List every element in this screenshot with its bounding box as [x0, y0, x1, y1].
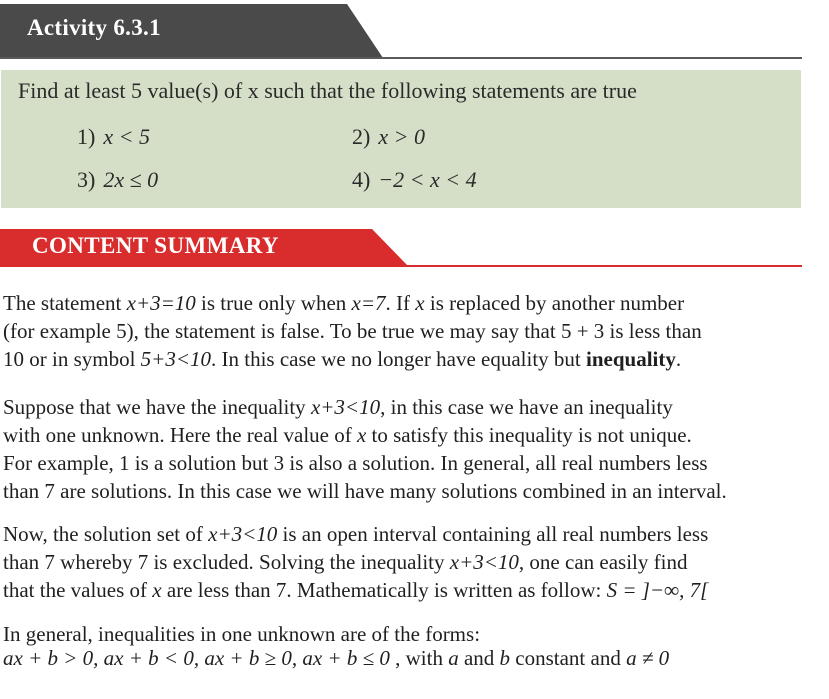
paragraph-line — [3, 421, 801, 449]
text: are less than 7. Mathematically is written as follow: — [161, 578, 607, 602]
math-expression: x+3<10 — [208, 522, 278, 546]
paragraph-line — [3, 345, 801, 373]
inequality-forms — [3, 646, 669, 671]
statement-number: 3) — [77, 167, 96, 192]
math-expression: x+3=10 — [126, 291, 196, 315]
statement-1 — [77, 124, 150, 150]
paragraph-1 — [3, 289, 801, 373]
math-variable: x — [356, 423, 367, 447]
statement-4 — [352, 167, 477, 193]
statement-expression: −2 < x < 4 — [378, 167, 477, 192]
text: is replaced by another number — [424, 291, 685, 315]
math-expression: x=7 — [351, 291, 386, 315]
activity-title: Activity 6.3.1 — [27, 15, 161, 40]
math-expression: ax + b > 0, ax + b < 0, ax + b ≥ 0, ax + b ≤ 0 — [3, 646, 390, 670]
paragraph-2 — [3, 393, 801, 505]
math-expression: 5+3<10 — [140, 347, 212, 371]
paragraph-3 — [3, 520, 801, 604]
paragraph-line: In general, inequalities in one unknown are of the forms: — [3, 622, 481, 646]
text: and — [458, 646, 500, 670]
text: , one can easily find — [518, 550, 688, 574]
paragraph-4 — [3, 620, 801, 648]
activity-task: Find at least 5 value(s) of x such that the following statements are true — [18, 78, 637, 103]
bold-term: inequality — [586, 347, 676, 371]
math-expression: x+3<10 — [310, 395, 381, 419]
statement-2 — [352, 124, 425, 150]
text: constant and — [510, 646, 627, 670]
math-variable: x — [152, 578, 162, 602]
paragraph-line: (for example 5), the statement is false. To be true we may say that 5 + 3 is less than — [3, 319, 702, 343]
text: . In this case we no longer have equality but — [211, 347, 586, 371]
text: is true only when — [195, 291, 352, 315]
text: is an open interval containing all real numbers less — [277, 522, 709, 546]
statement-number: 2) — [352, 124, 371, 149]
text: that the values of — [3, 578, 153, 602]
statement-expression: 2x ≤ 0 — [103, 167, 159, 192]
statement-expression: x > 0 — [378, 124, 425, 149]
text: with one unknown. Here the real value of — [3, 423, 357, 447]
math-variable: b — [499, 646, 511, 670]
activity-divider — [0, 57, 802, 59]
text: , in this case we have an inequality — [380, 395, 673, 419]
text: . If — [385, 291, 416, 315]
text: Suppose that we have the inequality — [3, 395, 311, 419]
statement-number: 1) — [77, 124, 96, 149]
text: The statement — [3, 291, 127, 315]
paragraph-line — [3, 520, 801, 548]
text: , with — [389, 646, 449, 670]
math-variable: x — [415, 291, 425, 315]
statement-number: 4) — [352, 167, 371, 192]
paragraph-line: For example, 1 is a solution but 3 is also a solution. In general, all real numbers less — [3, 451, 708, 475]
math-expression: a ≠ 0 — [626, 646, 670, 670]
paragraph-line: than 7 are solutions. In this case we will have many solutions combined in an interval. — [3, 479, 727, 503]
content-summary-divider — [0, 265, 802, 267]
paragraph-line — [3, 289, 801, 317]
math-expression: x+3<10 — [449, 550, 519, 574]
text: to satisfy this inequality is not unique. — [366, 423, 692, 447]
math-variable: a — [448, 646, 459, 670]
content-summary-title: CONTENT SUMMARY — [32, 233, 279, 258]
statement-expression: x < 5 — [103, 124, 150, 149]
text: than 7 whereby 7 is excluded. Solving the inequality — [3, 550, 450, 574]
text: . — [675, 347, 682, 371]
text: Now, the solution set of — [3, 522, 209, 546]
activity-box — [1, 70, 801, 208]
statement-3 — [77, 167, 158, 193]
paragraph-line — [3, 548, 801, 576]
paragraph-line — [3, 393, 801, 421]
paragraph-line — [3, 576, 801, 604]
solution-set: S = ]−∞, 7[ — [606, 578, 709, 602]
text: 10 or in symbol — [3, 347, 141, 371]
